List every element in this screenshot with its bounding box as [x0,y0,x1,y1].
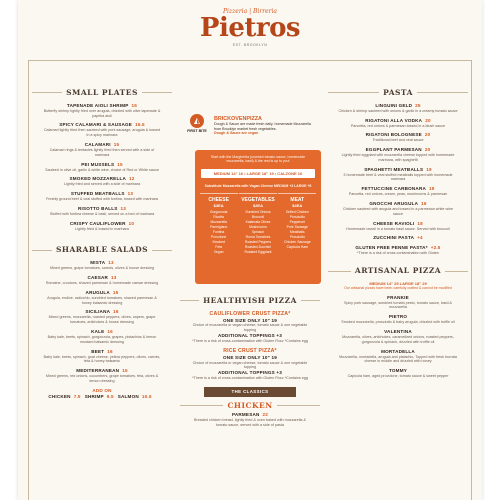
menu-item [328,329,468,345]
parmesan-name: PARMESAN [231,412,260,418]
topping-item: Roasted Peppers [244,239,272,244]
item-desc: Capicola ham, aged provolone, tomato sauce & sweet pepper [347,374,449,379]
topping-list [278,210,316,250]
parmesan-item [180,412,320,428]
item-price: 12 [128,176,135,182]
topping-column [200,193,238,254]
item-name: CRISPY CAULIFLOWER [69,220,126,226]
topping-column-title: VEGETABLES [241,197,275,203]
add-on-item [85,394,114,399]
item-price: 16 [107,328,113,334]
item-desc: Smoked mozzarella, prosciutto & baby arugula, drizzled with truffle oil [341,320,455,325]
item-price: 13 [127,191,134,197]
topping-item: Prosciutto [289,214,305,219]
item-desc: Butterfly shrimp lightly fried over arugula, drizzled with olive tapenade & paprika aioli [43,108,161,118]
menu-item [32,309,172,325]
pasta-list [328,103,468,256]
small-plates-list [32,103,172,232]
item-desc: Lightly fried eggplant with mozzarella cheese topped with homemade marinara, with spaghetti [341,153,455,162]
add-on-list [32,394,172,400]
item-desc: Mixed greens, grape tomatoes, carrots, olives & house dressing [49,266,155,271]
item-desc: Freshly ground beef & veal stuffed with fontina, tossed with marinara [46,197,158,202]
menu-item [328,235,468,241]
classics-banner: THE CLASSICS [204,387,296,397]
logo-sub: EST. BROOKLYN [232,43,268,47]
healthy-pizza-note: *There is a risk of cross-contamination with Gluten Flour *Contains egg [192,376,308,381]
add-on-name: CHICKEN [48,393,71,399]
small-plates-title: SMALL PLATES [66,88,138,97]
brick-oven-title: BRICKOVENPIZZA [214,116,262,122]
add-on-price: 7.5 [73,393,81,399]
menu-item [32,221,172,232]
topping-columns [195,190,321,257]
frame-left-line [28,60,29,500]
healthy-list [180,311,320,381]
topping-item: Meatballs [290,229,305,234]
menu-item [328,132,468,143]
item-name: CAESAR [87,274,109,280]
item-name: GLUTEN FREE PENNE PASTA* [355,245,428,251]
healthy-header [180,296,320,306]
menu-item [328,221,468,232]
item-name: ARUGULA [85,289,110,295]
healthy-pizza-desc: Choice of mozzarella or vegan cheese, tomato sauce & one vegetable topping [192,323,308,333]
menu-item [328,349,468,365]
item-desc: Calamari lightly fried then sauteed with pork sausage, arugula & tossed in a spicy marinara [43,128,161,138]
item-price: 15 [113,141,120,147]
item-desc: Mixed greens, mozzarella, roasted peppers, olives, capers, grape tomatoes, artichokes & house dressing [48,315,156,325]
item-price: 25 [415,102,421,108]
menu-item [328,103,468,114]
topping-item: Roma Tomatoes [245,234,271,239]
item-name: LINGUINI GELD [375,102,413,108]
item-price: 16 [107,348,113,354]
menu-item [328,118,468,129]
topping-item: Ricotta [213,214,224,219]
menu-item [32,260,172,271]
logo-tagline: Pizzeria | Birreria [222,8,277,15]
menu-item [328,201,468,217]
topping-column-title: CHEESE [208,197,229,203]
menu-item [32,191,172,202]
item-desc: Lightly fried & tossed in marinara [75,226,129,231]
item-name: CHEESE RAVIOLI [373,220,415,226]
pasta-header [328,88,468,98]
menu-item [32,290,172,306]
item-price: 16.5 [135,122,145,128]
topping-item: Feta [215,244,223,249]
brick-oven-desc: Dough & Sauce are made fresh daily, homemade Mozzarella from Brooklyn market fresh vegetables. [214,122,311,131]
item-desc: Sauteed in olive oil, garlic & white wine, choice of Red or White sauce [45,167,159,172]
topping-item: Chicken Sausage [284,239,311,244]
topping-column-title: MEAT [290,197,305,203]
topping-item: Capicola Ham [286,244,308,249]
item-desc: Lightly fried and served with a side of marinara [63,182,141,187]
item-name: GNOCCHI ARUGULA [369,201,419,207]
menu-item [32,368,172,384]
salads-header [32,245,172,255]
item-price: +2.5 [430,245,441,251]
menu-item [32,206,172,217]
add-on-item [118,394,152,399]
item-price: 13 [120,205,127,211]
artisanal-sizes: MEDIUM 14" 25 LARGE 18" 29 [369,280,427,286]
item-price: 20 [424,132,431,138]
add-on-name: SALMON [117,393,139,399]
topping-item: Broccoli [251,214,265,219]
item-name: TAPENADE AIOLI SHRIMP [66,102,129,108]
vegan-substitute: Substitute Mozzarella with Vegan Cheese MEDIUM +3 LARGE +5 [204,184,312,188]
item-price: 15 [131,102,138,108]
brick-oven-start: Start with the Margherita (crushed tomato sauce, homemade mozzarella, basil) & the rest is up to you! [210,155,306,163]
healthy-pizza-addl: ADDITIONAL TOPPINGS +3 [217,370,283,376]
item-desc: 3 homemade beef & veal stuffed meatballs topped with homemade marinara [343,172,453,182]
chicken-title: CHICKEN [227,400,273,410]
item-desc: *There is a risk of cross contamination with Gluten [357,251,439,256]
item-name: CALAMARI [84,141,111,147]
item-name: MORTADELLA [381,348,415,354]
chicken-header [180,401,320,411]
menu-item [32,162,172,173]
topping-item: Fontina [213,229,225,234]
item-price: 13 [108,260,114,266]
topping-column-price: $4EA [292,203,303,208]
brick-oven-vegan: Dough & Sauce are vegan [214,131,259,136]
menu-item [32,329,172,345]
topping-item: Kalamata Olives [245,219,271,224]
parmesan-price: 22 [262,412,269,418]
menu-item [328,167,468,183]
item-price: 16 [113,309,119,315]
menu-item [32,275,172,286]
item-price: 20 [425,117,431,123]
item-name: VALENTINA [384,329,412,335]
item-desc: Pancetta, red onions, cream, peas, mushrooms & parmesan [348,192,448,197]
item-price: 10 [128,220,135,226]
item-price: 18 [417,220,423,226]
brick-oven-sizes: MEDIUM 14" 16 • LARGE 18" 19 • CALZONE 16 [201,169,315,178]
item-name: ZUCCHINI PASTA [373,235,415,241]
add-on-item [48,394,80,399]
item-name: MEDITERRANEAN [76,368,120,374]
item-price: 15 [117,161,123,167]
healthy-pizza-size: ONE SIZE ONLY 10" 19 [223,354,277,360]
topping-item: Mozzarella [210,219,227,224]
artisanal-list [328,295,468,379]
middle-column [180,290,320,432]
healthy-pizza-note: *There is a risk of cross-contamination with Gluten Flour *Contains egg [192,339,308,344]
item-name: RIGATONI BOLOGNESE [365,132,422,138]
topping-column-price: $3EA [213,203,224,208]
item-name: KALE [91,328,105,334]
topping-list [239,210,277,254]
artisanal-header [328,266,468,276]
topping-item: Prosciutto [289,234,305,239]
menu-item [32,176,172,187]
topping-item: Roasted Eggplant [244,249,272,254]
item-desc: Stuffed with fontina cheese & basil, served on a bed of marinara [49,211,155,216]
topping-item: Provolone [211,234,227,239]
brick-oven-box [195,150,321,284]
right-column [328,82,468,383]
healthy-pizza-item [180,311,320,344]
parmesan-desc: Breaded chicken breast, lightly fried & oven baked with mozzarella & tomato sauce, served with a side of pasta [194,418,306,428]
topping-list [200,210,238,254]
topping-item: Pepperoni [289,219,306,224]
frame-right-line [471,60,472,500]
artisanal-note: Our artisanal pizzas have been carefully crafted & cannot be modified [344,286,452,291]
topping-item: Pork Sausage [286,224,308,229]
pasta-title: PASTA [383,88,413,97]
item-name: RIGATONI ALLA VODKA [365,117,423,123]
item-name: EGGPLANT PARMESAN [365,147,422,153]
item-desc: Chicken sauteed with arugula and tossed in a parmesan white wine sauce [342,207,454,216]
first-bite-label: FIRST BITE [187,129,207,133]
brick-oven-intro [214,116,314,135]
menu-page [18,0,482,500]
item-desc: Calamari rings & tentacles lightly fried then served with a side of marinara [49,147,155,157]
item-desc: Homemade ravioli in a tomato basil sauce. Served with broccoli [346,226,450,231]
item-desc: Romaine, croutons, shaved parmesan & homemade caesar dressing [45,280,159,285]
topping-column [239,193,277,254]
item-desc: Traditional beef and veal sauce [372,138,424,143]
item-name: SPICY CALAMARI & SAUSAGE [59,122,133,128]
item-desc: Mozzarella, olives, artichokes, caramelized onions, roasted peppers, gorgonzola & spinach, drizzled with truffle oil [342,335,454,344]
menu-item [32,142,172,158]
topping-column-price: $2EA [252,203,263,208]
item-name: PIETRO [388,314,408,320]
topping-item: Parmigiano [210,224,228,229]
healthy-pizza-size: ONE SIZE ONLY 10" 19 [223,317,277,323]
item-name: RISOTTO BALLS [77,205,118,211]
add-on-price: 10.5 [141,393,152,399]
item-desc: Arugula, endive, radicchio, sundried tomatoes, shaved parmesan & honey balsamic dressing [47,295,157,305]
menu-item [328,245,468,256]
logo-name: Pietros [199,13,301,43]
item-desc: Baby kale, beets, spinach, goat cheese, yellow peppers, olives, carrots, feta & honey balsamic [43,354,161,364]
item-price: 13 [111,274,117,280]
menu-item [328,186,468,197]
item-desc: Mixed greens, red onions, cucumbers, grape tomatoes, feta, olives & lemon dressing [45,374,159,383]
left-column [32,82,172,400]
pizza-slice-icon: ◭ [190,114,204,128]
item-price: 19 [428,186,435,192]
healthy-pizza-item [180,348,320,381]
item-name-row [328,235,468,241]
item-price: 20 [424,147,431,153]
menu-item [32,349,172,365]
topping-item: Smoked [212,239,225,244]
item-desc: Chicken & shrimp sauteed with onions & garlic in a creamy tomato sauce [338,108,458,113]
healthy-pizza-name: CAULIFLOWER CRUST PIZZA* [209,310,291,317]
item-name: FRANKIE [387,294,409,300]
item-name: BEET [91,348,105,354]
add-on-price: 9.5 [106,393,114,399]
item-desc: Spicy pork sausage, sundried tomato pesto, tomato sauce, basil & mozzarella [343,300,453,310]
menu-item [32,103,172,119]
artisanal-title: ARTISANAL PIZZA [354,266,442,276]
item-desc: Pancetta, red onions & parmesan tossed in a blush sauce [350,123,446,128]
topping-item: Mushrooms [249,224,267,229]
item-name: SICILIANA [85,309,111,315]
topping-item: Spinach [251,229,265,234]
item-price: 15 [122,368,128,374]
menu-item [32,122,172,138]
menu-item [328,314,468,325]
healthy-pizza-name: RICE CRUST PIZZA* [223,347,277,354]
topping-item: Grilled Chicken [285,210,309,214]
topping-item: Vegan [213,249,224,254]
topping-column [278,193,316,254]
item-name: PEI MUSSELS [81,161,115,167]
logo [183,8,317,60]
add-on-name: SHRIMP [84,393,104,399]
small-plates-header [32,88,172,98]
item-name: MISTA [90,260,106,266]
item-name: STUFFED MEATBALLS [70,191,125,197]
topping-item: Gorgonzola [209,210,228,214]
item-name: TOMMY [388,368,407,374]
healthy-title: HEALTHYISH PIZZA [203,296,297,305]
item-name: FETTUCCINE CARBONARA [361,186,426,192]
topping-item: Sundried Onions [245,210,271,214]
item-price: 19 [426,166,432,172]
menu-item [328,147,468,163]
salads-title: SHARABLE SALADS [55,245,149,255]
salads-list [32,260,172,384]
item-name: SPAGHETTI MEATBALLS [364,166,424,172]
item-desc: Baby kale, beets, spinach, gorgonzola, grapes, pistachios & lemon mustard balsamic dressing [47,334,157,344]
item-name: SMOKED MOZZARELLA [69,176,126,182]
healthy-pizza-addl: ADDITIONAL TOPPINGS +3 [217,333,283,339]
item-desc: Mozzarella, mortadella, arugula and pistachio, Topped with fresh burrata cheese in middle and drizzled with honey [339,354,457,364]
item-price: 15 [112,289,119,295]
topping-item: Roasted Zucchini [244,244,272,249]
menu-item [328,295,468,311]
item-price: 16 [421,201,427,207]
frame-top-line [28,60,472,61]
first-bite-badge [186,114,208,133]
add-on-title: ADD ON [92,387,112,393]
item-price: +4 [417,235,423,241]
menu-item [328,368,468,379]
healthy-pizza-desc: Choice of mozzarella or vegan cheese, tomato sauce & one vegetable topping [192,360,308,370]
